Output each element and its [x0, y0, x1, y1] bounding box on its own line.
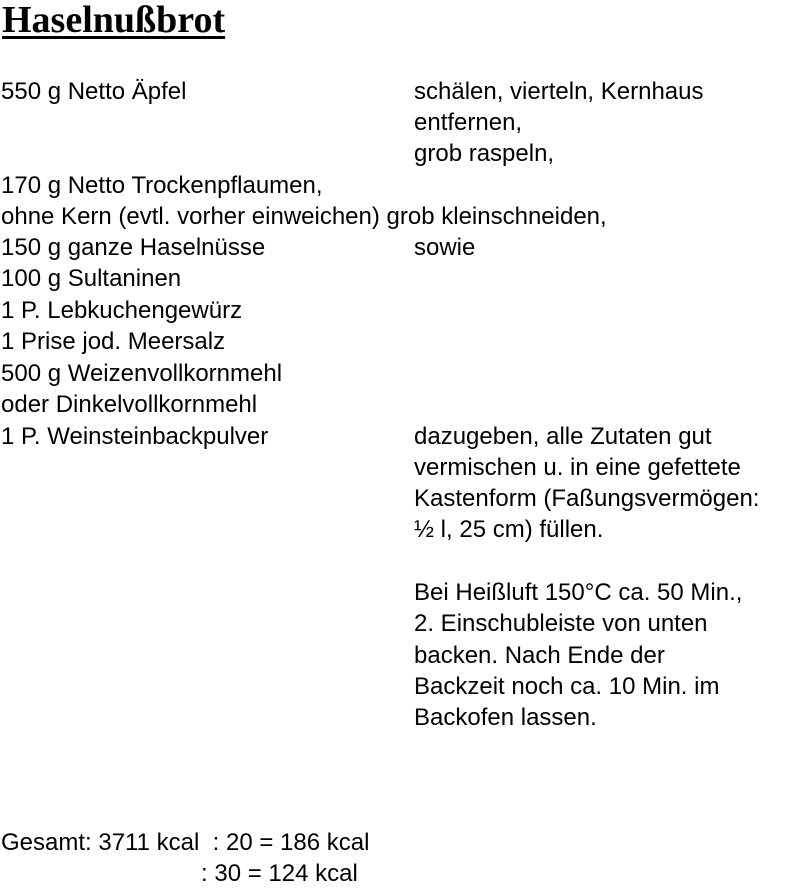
instruction-line: grob raspeln,: [414, 140, 555, 167]
instruction-line: Backofen lassen.: [414, 704, 597, 731]
ingredient-line: 1 P. Lebkuchengewürz: [1, 297, 243, 324]
instruction-line: Kastenform (Faßungsvermögen:: [414, 485, 760, 512]
ingredient-line: 150 g ganze Haselnüsse: [1, 234, 266, 261]
instruction-line: Bei Heißluft 150°C ca. 50 Min.,: [414, 579, 743, 606]
instruction-line: vermischen u. in eine gefettete: [414, 454, 741, 481]
instruction-line: backen. Nach Ende der: [414, 642, 665, 669]
recipe-title: Haselnußbrot: [2, 0, 226, 41]
instruction-line: sowie: [414, 234, 476, 261]
ingredient-line: 500 g Weizenvollkornmehl: [1, 360, 283, 387]
ingredient-line: 100 g Sultaninen: [1, 265, 182, 292]
ingredient-line: 1 P. Weinsteinbackpulver: [1, 423, 269, 450]
ingredient-line: 170 g Netto Trockenpflaumen,: [1, 172, 323, 199]
calorie-total-line: : 30 = 124 kcal: [1, 860, 358, 887]
ingredient-line: 1 Prise jod. Meersalz: [1, 328, 226, 355]
instruction-line: Backzeit noch ca. 10 Min. im: [414, 673, 720, 700]
ingredient-line: 550 g Netto Äpfel: [1, 78, 187, 105]
calorie-total-line: Gesamt: 3711 kcal : 20 = 186 kcal: [1, 829, 370, 856]
instruction-line: 2. Einschubleiste von unten: [414, 610, 708, 637]
instruction-line: entfernen,: [414, 109, 523, 136]
ingredient-line: ohne Kern (evtl. vorher einweichen) grob kleinschneiden,: [1, 203, 607, 230]
ingredient-line: oder Dinkelvollkornmehl: [1, 391, 258, 418]
instruction-line: schälen, vierteln, Kernhaus: [414, 78, 704, 105]
instruction-line: ½ l, 25 cm) füllen.: [414, 516, 604, 543]
instruction-line: dazugeben, alle Zutaten gut: [414, 423, 712, 450]
